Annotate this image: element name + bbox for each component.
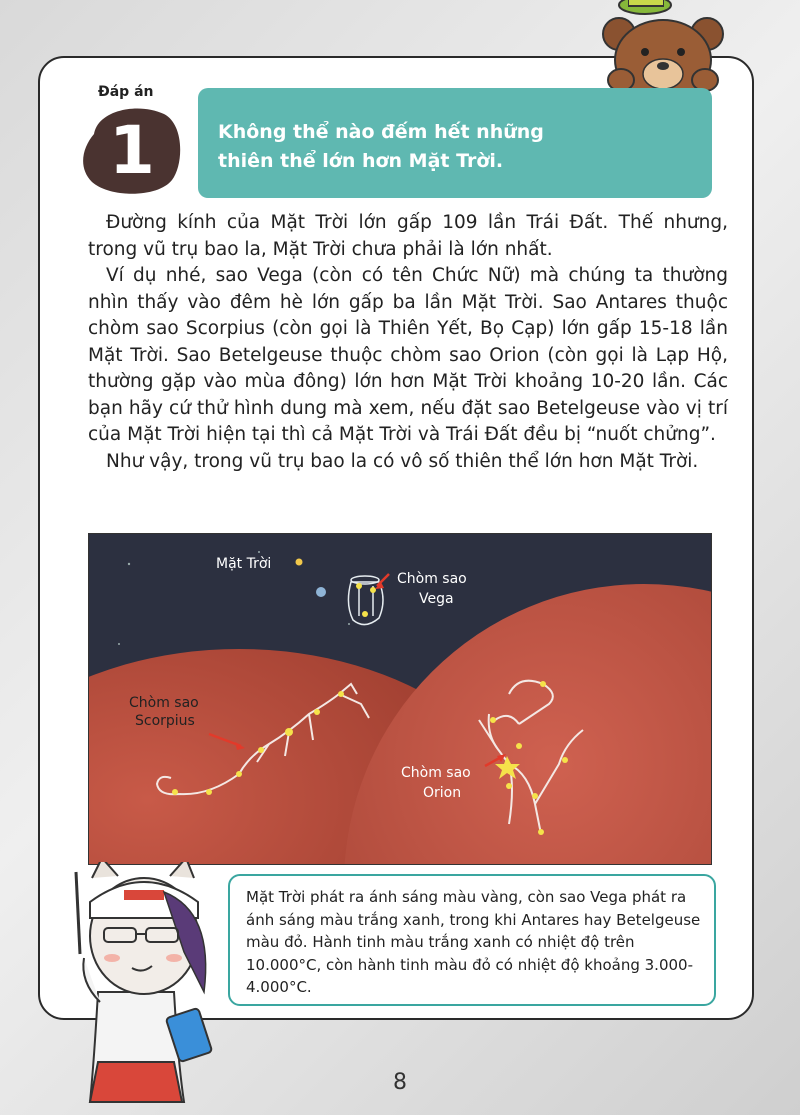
vega-dot-icon bbox=[316, 587, 326, 597]
scorpius-label-line1: Chòm sao bbox=[129, 695, 199, 711]
scorpius-label-line2: Scorpius bbox=[135, 713, 195, 729]
answer-title: Không thể nào đếm hết những thiên thể lớn hơn Mặt Trời. bbox=[218, 121, 544, 172]
answer-label: Đáp án bbox=[98, 84, 154, 100]
paragraph: Đường kính của Mặt Trời lớn gấp 109 lần Trái Đất. Thế nhưng, trong vũ trụ bao la, Mặt Trời chưa phải là lớn nhất. bbox=[88, 212, 728, 260]
note-text: Mặt Trời phát ra ánh sáng màu vàng, còn sao Vega phát ra ánh sáng màu trắng xanh, trong khi Antares hay Betelgeuse màu đỏ. Hành tinh màu trắng xanh có nhiệt độ trên 10.000°C, còn hành tinh màu đỏ có nhiệt độ khoảng 3.000-4.000°C. bbox=[246, 888, 701, 996]
body-text bbox=[88, 210, 728, 475]
title-box bbox=[198, 88, 712, 198]
answer-number: 1 bbox=[109, 111, 155, 189]
orion-label-line2: Orion bbox=[423, 785, 462, 801]
orion-label-line1: Chòm sao bbox=[401, 765, 471, 781]
sun-dot-icon bbox=[296, 559, 303, 566]
vega-label-line2: Vega bbox=[419, 591, 454, 607]
paragraph: Ví dụ nhé, sao Vega (còn có tên Chức Nữ) mà chúng ta thường nhìn thấy vào đêm hè lớn gấp ba lần Mặt Trời. Sao Antares thuộc chòm sao Scorpius (còn gọi là Thiên Yết, Bọ Cạp) lớn gấp 15-18 lần Mặt Trời. Sao Betelgeuse thuộc chòm sao Orion (còn gọi là Lạp Hộ, thường gặp vào mùa đông) lớn hơn Mặt Trời khoảng 10-20 lần. Các bạn hãy cứ thử hình dung mà xem, nếu đặt sao Betelgeuse vào vị trí của Mặt Trời hiện tại thì cả Mặt Trời và Trái Đất đều bị “nuốt chửng”. bbox=[88, 265, 728, 445]
sun-label: Mặt Trời bbox=[216, 556, 272, 572]
stars-illustration bbox=[88, 533, 712, 865]
vega-label-line1: Chòm sao bbox=[397, 571, 467, 587]
paragraph: Như vậy, trong vũ trụ bao la có vô số thiên thể lớn hơn Mặt Trời. bbox=[106, 450, 699, 472]
page-number: 8 bbox=[393, 1070, 407, 1095]
note-box bbox=[228, 874, 716, 1006]
